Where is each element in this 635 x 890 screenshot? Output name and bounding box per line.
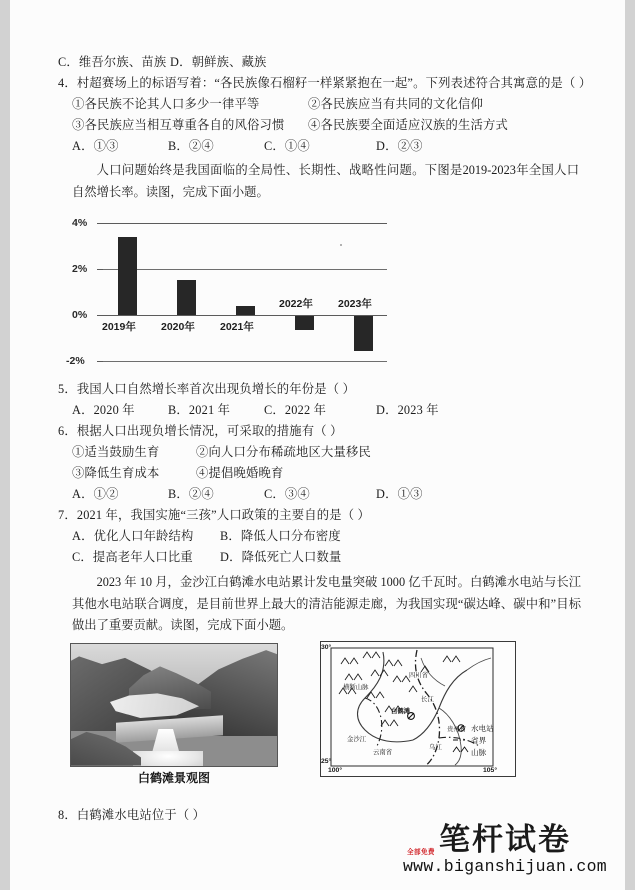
- q4-statement-2: ②各民族应当有共同的文化信仰: [308, 97, 483, 111]
- q4-statements-row-2: [58, 115, 583, 136]
- q6-statement-4: ④提倡晚婚晚育: [196, 466, 284, 480]
- map-label-guizhou: 贵州省: [447, 725, 467, 733]
- q6-statements-row-1: [58, 442, 583, 463]
- map-label-wujiang: 乌江: [429, 743, 442, 751]
- q5-number: 5．: [58, 382, 77, 396]
- ytick-label-4: 4%: [72, 217, 88, 229]
- map-label-yunnan: 云南省: [373, 748, 393, 756]
- map-coord-lat-25: 25°: [321, 757, 332, 765]
- q7-option-b: B．降低人口分布密度: [220, 529, 341, 543]
- q3-option-c: C．维吾尔族、苗族: [58, 55, 167, 69]
- tick-neg2pct: [97, 361, 103, 362]
- baihetan-photo: [70, 643, 278, 767]
- bar-2023: [354, 316, 373, 351]
- photo-foam: [133, 751, 203, 767]
- tick-0pct: [97, 315, 103, 316]
- bar-2020: [177, 280, 196, 315]
- bar-2019: [118, 237, 137, 315]
- q7-options-row-2: [58, 547, 583, 568]
- q4-statement-3: ③各民族应当相互尊重各自的风俗习惯: [72, 118, 285, 132]
- q7-option-c: C．提高老年人口比重: [72, 550, 193, 564]
- q4-option-d: D．②③: [376, 139, 423, 153]
- ytick-label-0: 0%: [72, 309, 88, 321]
- gridline-4pct: [102, 223, 387, 224]
- q4-statements-row-1: [58, 94, 583, 115]
- q6-statement-2: ②向人口分布稀疏地区大量移民: [196, 445, 371, 459]
- q6-option-a: A．①②: [72, 487, 119, 501]
- exam-page: [10, 0, 625, 890]
- map-coord-lon-100: 100°: [328, 766, 343, 774]
- watermark-brand: 笔杆试卷: [438, 822, 571, 857]
- baihetan-location-map: [320, 641, 516, 777]
- map-coord-lat-30: 30°: [321, 643, 332, 651]
- q6-statements-row-2: [58, 463, 583, 484]
- q4-option-b: B．②④: [168, 139, 214, 153]
- passage-baihetan: 2023 年 10 月，金沙江白鹤滩水电站累计发电量突破 1000 亿千瓦时。白鹤滩水电站与长江其他水电站联合调度，是目前世界上最大的清洁能源走廊，为我国实现“碳达峰、碳中和”目标做出了重要贡献。读图，完成下面小题。: [72, 575, 581, 632]
- axis-zero-line: [102, 315, 387, 316]
- q5-option-b: B．2021 年: [168, 403, 231, 417]
- map-label-changjiang: 长江: [421, 695, 434, 703]
- q5-stem: 我国人口自然增长率首次出现负增长的年份是（ ）: [76, 382, 356, 396]
- tick-2pct: [97, 269, 103, 270]
- question-4: [58, 73, 592, 94]
- q7-options-row-1: [58, 526, 583, 547]
- watermark-free-badge: 全部免费: [406, 849, 435, 856]
- map-label-jinshajiang: 金沙江: [347, 735, 367, 743]
- gridline-neg2pct: [102, 361, 387, 362]
- legend-label-province-border: 省界: [471, 735, 487, 745]
- tick-4pct: [97, 223, 103, 224]
- q7-number: 7．: [58, 508, 77, 522]
- map-label-sichuan: 四川省: [409, 671, 429, 679]
- watermark: [403, 823, 607, 876]
- q4-option-c: C．①④: [264, 139, 310, 153]
- q7-option-d: D．降低死亡人口数量: [220, 550, 342, 564]
- gridline-2pct: [102, 269, 387, 270]
- bar-2021: [236, 306, 255, 315]
- map-label-baihetan: 白鹤滩: [391, 707, 411, 715]
- passage-population: 人口问题始终是我国面临的全局性、长期性、战略性问题。下图是2019-2023年全国人口自然增长率。读图，完成下面小题。: [72, 163, 579, 199]
- question-6: [58, 421, 583, 442]
- figure-group: [58, 643, 583, 791]
- q6-stem: 根据人口出现负增长情况，可采取的措施有（ ）: [76, 424, 343, 438]
- q6-option-b: B．②④: [168, 487, 214, 501]
- xtick-label-2023: 2023年: [338, 298, 372, 310]
- map-svg: [321, 642, 517, 778]
- q4-option-a: A．①③: [72, 139, 119, 153]
- q8-number: 8．: [58, 807, 77, 822]
- bar-2022: [295, 316, 314, 330]
- q8-stem: 白鹤滩水电站位于（ ）: [76, 807, 206, 822]
- question-7: [58, 505, 583, 526]
- xtick-label-2020: 2020年: [161, 321, 195, 333]
- q4-statement-4: ④各民族要全面适应汉族的生活方式: [308, 118, 508, 132]
- q6-statement-3: ③降低生育成本: [72, 466, 160, 480]
- legend-label-hydro-station: 水电站: [471, 723, 494, 733]
- q5-options-row: [58, 400, 583, 421]
- xtick-label-2021: 2021年: [220, 321, 254, 333]
- q5-option-a: A．2020 年: [72, 403, 135, 417]
- population-growth-chart: [58, 211, 478, 383]
- scan-speck: [340, 244, 342, 246]
- q6-statement-1: ①适当鼓励生育: [72, 445, 160, 459]
- q6-option-c: C．③④: [264, 487, 310, 501]
- xtick-label-2022: 2022年: [279, 298, 313, 310]
- page-content: [58, 52, 592, 826]
- photo-caption: 白鹤滩景观图: [137, 770, 210, 785]
- q7-stem: 2021 年，我国实施“三孩”人口政策的主要自的是（ ）: [76, 508, 371, 522]
- q6-number: 6．: [58, 424, 77, 438]
- q4-options-row: [58, 136, 583, 157]
- q4-stem: 村超赛场上的标语写着：“各民族像石榴籽一样紧紧抱在一起”。下列表述符合其寓意的是（ ）: [76, 76, 592, 90]
- q4-number: 4．: [58, 76, 77, 90]
- q6-option-d: D．①③: [376, 487, 423, 501]
- xtick-label-2019: 2019年: [102, 321, 136, 333]
- ytick-label-2: 2%: [72, 263, 88, 275]
- legend-label-mountain-range: 山脉: [471, 747, 487, 757]
- q6-options-row: [58, 484, 583, 505]
- q5-option-d: D．2023 年: [376, 403, 439, 417]
- watermark-url: www.biganshijuan.com: [402, 857, 607, 876]
- q5-option-c: C．2022 年: [264, 403, 327, 417]
- q3-option-d: D．朝鲜族、藏族: [170, 55, 267, 69]
- q7-option-a: A．优化人口年龄结构: [72, 529, 194, 543]
- map-coord-lon-105: 105°: [483, 766, 498, 774]
- map-label-hengduan: 横断山脉: [343, 683, 369, 691]
- q4-statement-1: ①各民族不论其人口多少一律平等: [72, 97, 260, 111]
- q3-options-row: [58, 52, 583, 73]
- ytick-label-neg2: -2%: [66, 355, 85, 367]
